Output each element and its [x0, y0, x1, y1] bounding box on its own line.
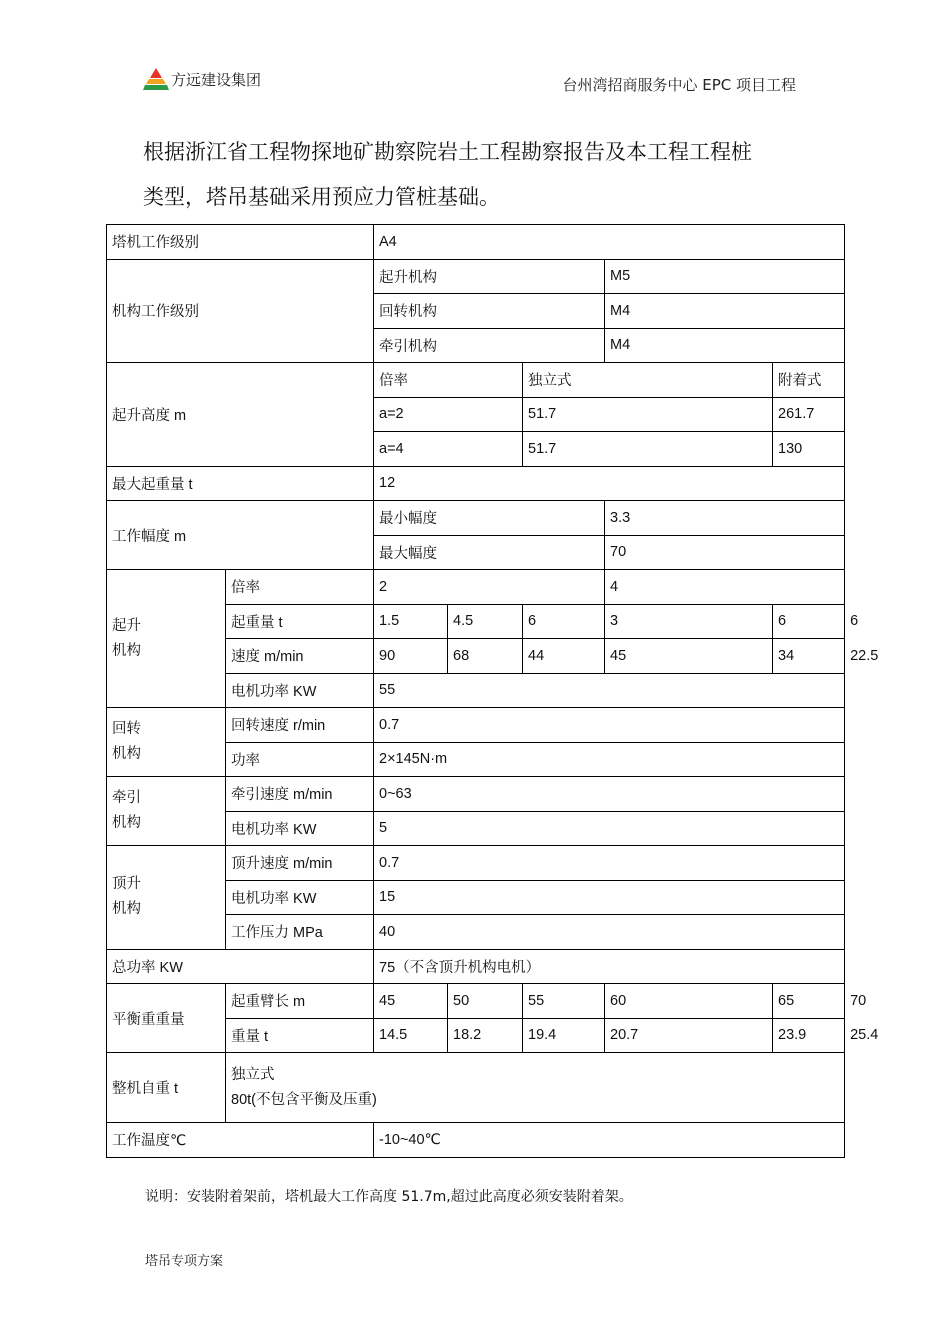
hoist-load-cell: 6	[773, 604, 845, 639]
total-power-value: 75（不含顶升机构电机）	[374, 949, 845, 984]
self-weight-label: 整机自重 t	[107, 1053, 226, 1123]
hoist-label	[107, 570, 226, 708]
hoist-speed-cell: 90	[374, 639, 448, 674]
hoist-label-line-2: 机构	[112, 642, 141, 659]
intro-line-2: 类型，塔吊基础采用预应力管桩基础。	[143, 185, 500, 209]
self-weight-value	[226, 1053, 845, 1123]
climb-power-label: 电机功率 KW	[226, 880, 374, 915]
mech-class-value: M5	[605, 259, 845, 294]
trolley-label-line-2: 机构	[112, 815, 141, 831]
lift-height-cell: 261.7	[773, 397, 845, 432]
climb-label-line-2: 机构	[112, 901, 141, 918]
table-row	[107, 501, 845, 536]
temperature-value: -10~40℃	[374, 1123, 845, 1158]
table-row	[107, 225, 845, 260]
hoist-load-cell: 4.5	[448, 604, 523, 639]
lift-height-cell: 130	[773, 432, 845, 467]
intro-line-1: 根据浙江省工程物探地矿勘察院岩土工程勘察报告及本工程工程桩	[143, 140, 752, 164]
lift-height-cell: 51.7	[523, 432, 773, 467]
hoist-rate-label: 倍率	[226, 570, 374, 605]
hoist-load-cell: 3	[605, 604, 773, 639]
table-row	[107, 846, 845, 881]
page-footer: 塔吊专项方案	[145, 1254, 224, 1269]
table-row	[107, 363, 845, 398]
hoist-load-cell: 1.5	[374, 604, 448, 639]
climb-power-value: 15	[374, 880, 845, 915]
trolley-power-label: 电机功率 KW	[226, 811, 374, 846]
counterweight-arm-cell: 50	[448, 984, 523, 1019]
company-name: 方远建设集团	[171, 70, 262, 89]
mech-class-value: M4	[605, 294, 845, 329]
hoist-load-label: 起重量 t	[226, 604, 374, 639]
work-range-name: 最大幅度	[374, 535, 605, 570]
climb-speed-value: 0.7	[374, 846, 845, 881]
hoist-speed-cell: 68	[448, 639, 523, 674]
hoist-speed-cell: 44	[523, 639, 605, 674]
mech-class-name: 回转机构	[374, 294, 605, 329]
total-power-label: 总功率 KW	[107, 949, 374, 984]
mech-class-name: 起升机构	[374, 259, 605, 294]
hoist-load-cell: 6	[523, 604, 605, 639]
trolley-power-value: 5	[374, 811, 845, 846]
counterweight-label: 平衡重重量	[107, 984, 226, 1053]
project-name: 台州湾招商服务中心 EPC 项目工程	[562, 76, 796, 94]
work-class-value: A4	[374, 225, 845, 260]
work-range-value: 70	[605, 535, 845, 570]
trolley-speed-value: 0~63	[374, 777, 845, 812]
counterweight-arm-label: 起重臂长 m	[226, 984, 374, 1019]
table-row	[107, 777, 845, 812]
lift-height-header: 独立式	[523, 363, 773, 398]
lift-height-cell: 51.7	[523, 397, 773, 432]
hoist-label-line-1: 起升	[112, 617, 141, 634]
max-load-value: 12	[374, 466, 845, 501]
max-load-label: 最大起重量 t	[107, 466, 374, 501]
hoist-speed-cell: 45	[605, 639, 773, 674]
counterweight-weight-cell: 20.7	[605, 1018, 773, 1053]
slew-label-line-2: 机构	[112, 746, 141, 762]
lift-height-header: 倍率	[374, 363, 523, 398]
counterweight-weight-label: 重量 t	[226, 1018, 374, 1053]
self-weight-line-2: 80t(不包含平衡及压重)	[231, 1091, 377, 1108]
table-row	[107, 949, 845, 984]
mech-class-value: M4	[605, 328, 845, 363]
work-range-value: 3.3	[605, 501, 845, 536]
table-row: 平衡重重量 起重臂长 m 45 50 55 60 65 70	[107, 984, 845, 1019]
hoist-rate-value: 2	[374, 570, 605, 605]
lift-height-cell: a=4	[374, 432, 523, 467]
table-row	[107, 570, 845, 605]
slew-speed-value: 0.7	[374, 708, 845, 743]
trolley-speed-label: 牵引速度 m/min	[226, 777, 374, 812]
table-row: 速度 m/min 90 68 44 45 34 22.5	[107, 639, 845, 674]
table-row	[107, 708, 845, 743]
hoist-power-value: 55	[374, 673, 845, 708]
mech-class-label: 机构工作级别	[107, 259, 374, 363]
logo-icon	[143, 67, 169, 91]
counterweight-weight-cell: 19.4	[523, 1018, 605, 1053]
company-logo	[143, 66, 261, 92]
climb-speed-label: 顶升速度 m/min	[226, 846, 374, 881]
hoist-power-label: 电机功率 KW	[226, 673, 374, 708]
counterweight-arm-cell: 60	[605, 984, 773, 1019]
temperature-label: 工作温度℃	[107, 1123, 374, 1158]
climb-pressure-value: 40	[374, 915, 845, 950]
climb-label-line-1: 顶升	[112, 876, 141, 893]
work-range-name: 最小幅度	[374, 501, 605, 536]
counterweight-arm-cell: 65	[773, 984, 845, 1019]
slew-speed-label: 回转速度 r/min	[226, 708, 374, 743]
slew-label	[107, 708, 226, 777]
table-row	[107, 466, 845, 501]
table-row: 起重量 t 1.5 4.5 6 3 6 6	[107, 604, 845, 639]
work-range-label: 工作幅度 m	[107, 501, 374, 570]
counterweight-weight-cell: 23.9	[773, 1018, 845, 1053]
climb-label	[107, 846, 226, 950]
lift-height-label: 起升高度 m	[107, 363, 374, 467]
trolley-label-line-1: 牵引	[112, 790, 141, 806]
lift-height-cell: a=2	[374, 397, 523, 432]
hoist-rate-value: 4	[605, 570, 845, 605]
lift-height-header: 附着式	[773, 363, 845, 398]
self-weight-line-1: 独立式	[231, 1066, 275, 1083]
work-class-label: 塔机工作级别	[107, 225, 374, 260]
climb-pressure-label: 工作压力 MPa	[226, 915, 374, 950]
counterweight-weight-cell: 18.2	[448, 1018, 523, 1053]
trolley-label	[107, 777, 226, 846]
tower-crane-spec-table	[106, 224, 879, 1158]
counterweight-weight-cell: 14.5	[374, 1018, 448, 1053]
slew-power-label: 功率	[226, 742, 374, 777]
slew-label-line-1: 回转	[112, 721, 141, 737]
counterweight-arm-cell: 55	[523, 984, 605, 1019]
intro-paragraph	[143, 130, 823, 220]
table-note: 说明：安装附着架前，塔机最大工作高度 51.7m,超过此高度必须安装附着架。	[145, 1189, 633, 1205]
slew-power-value: 2×145N·m	[374, 742, 845, 777]
table-row	[107, 259, 845, 294]
table-row	[107, 1123, 845, 1158]
table-row: 重量 t 14.5 18.2 19.4 20.7 23.9 25.4	[107, 1018, 845, 1053]
hoist-speed-label: 速度 m/min	[226, 639, 374, 674]
hoist-speed-cell: 34	[773, 639, 845, 674]
table-row	[107, 1053, 845, 1123]
counterweight-arm-cell: 45	[374, 984, 448, 1019]
mech-class-name: 牵引机构	[374, 328, 605, 363]
